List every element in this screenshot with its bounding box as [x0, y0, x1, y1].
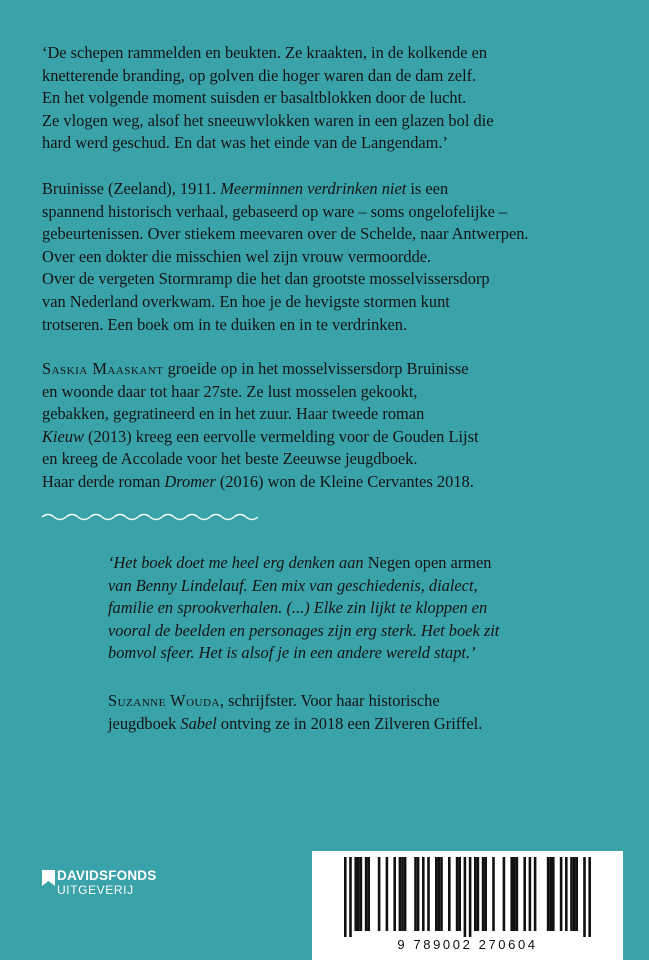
attribution-line2-pre: jeugdboek: [108, 713, 181, 733]
barcode-bar: [404, 857, 407, 931]
isbn-digits: 9 789002 270604: [397, 937, 538, 952]
bio-line4-rest: (2013) kreeg een eervolle vermelding voor de Gouden Lijst: [83, 426, 479, 446]
bio-line6-rest: (2016) won de Kleine Cervantes 2018.: [215, 471, 474, 491]
barcode-bar: [510, 857, 513, 931]
attribution-line1-rest: , schrijfster. Voor haar historische: [219, 691, 440, 710]
review-quote: [108, 552, 618, 665]
review-line: [108, 552, 618, 575]
opening-quote-line: En het volgende moment suisden er basaltblokken door de lucht.: [42, 88, 467, 108]
summary-line: van Nederland overkwam. En hoe je de hevigste stormen kunt: [42, 291, 450, 311]
barcode-bar: [360, 857, 363, 931]
bio-book-dromer: Dromer: [164, 471, 216, 491]
barcode-bar: [484, 857, 487, 931]
summary-line: Over een dokter die misschien wel zijn vrouw vermoordde.: [42, 246, 432, 266]
barcode-bar: [513, 857, 516, 931]
review-line1-italic: ‘Het boek doet me heel erg denken aan: [108, 553, 368, 572]
barcode-bar: [401, 857, 404, 931]
reviewer-name: Suzanne Wouda: [108, 691, 220, 710]
barcode-bar: [378, 857, 381, 931]
barcode-box: [312, 851, 623, 960]
review-referenced-book: Negen open armen: [367, 553, 492, 572]
opening-quote-line: Ze vlogen weg, alsof het sneeuwvlokken waren in een glazen bol die: [42, 110, 494, 130]
barcode-bar: [456, 857, 459, 931]
barcode-bar: [438, 857, 441, 931]
reviewer-book-sabel: Sabel: [180, 713, 217, 733]
barcode-bar: [573, 857, 576, 931]
barcode-bar: [523, 857, 526, 931]
review-line3: familie en sprookverhalen. (...) Elke zin lijkt te kloppen en: [108, 598, 488, 618]
opening-quote-line: hard werd geschud. En dat was het einde van de Langendam.’: [42, 133, 448, 153]
barcode-bar: [469, 857, 472, 937]
barcode-bar: [516, 857, 519, 931]
barcode-bar: [570, 857, 573, 931]
opening-quote-line: knetterende branding, op golven die hoger waren dan de dam zelf.: [42, 65, 477, 85]
bio-line: [42, 471, 617, 494]
barcode-bar: [399, 857, 402, 931]
barcode-bar: [349, 857, 352, 937]
reviewer-attribution: [108, 690, 618, 735]
barcode-bar: [534, 857, 537, 931]
barcode-bar: [575, 857, 578, 931]
barcode-bar: [458, 857, 461, 931]
barcode-bar: [464, 857, 467, 937]
bio-book-kieuw: Kieuw: [42, 426, 84, 446]
bio-line: [42, 426, 617, 449]
isbn-barcode: [312, 851, 623, 937]
author-bio: [42, 358, 617, 494]
review-line: [108, 597, 618, 620]
barcode-bar: [386, 857, 389, 931]
barcode-bar: [474, 857, 477, 931]
author-name: Saskia Maaskant: [42, 359, 164, 378]
review-line2: van Benny Lindelauf. Een mix van geschiedenis, dialect,: [108, 575, 478, 595]
attribution-line2-rest: ontving ze in 2018 een Zilveren Griffel.: [216, 713, 483, 733]
attribution-line: [108, 713, 618, 736]
summary-line: gebeurtenissen. Over stiekem meevaren over de Schelde, naar Antwerpen.: [42, 224, 529, 244]
opening-quote: [42, 42, 617, 155]
barcode-bar: [440, 857, 443, 931]
barcode-bar: [552, 857, 555, 931]
summary-line: [42, 178, 617, 201]
bio-line: en woonde daar tot haar 27ste. Ze lust mosselen gekookt,: [42, 381, 418, 401]
barcode-bar: [492, 857, 495, 931]
barcode-bar: [354, 857, 357, 931]
barcode-bar: [365, 857, 368, 931]
review-line4: vooral de beelden en personages zijn erg sterk. Het boek zit: [108, 620, 500, 640]
bio-line: en kreeg de Accolade voor het beste Zeeuwse jeugdboek.: [42, 449, 418, 469]
barcode-bar: [344, 857, 347, 937]
bio-line: gebakken, gegratineerd en in het zuur. Haar tweede roman: [42, 404, 425, 424]
review-line: [108, 642, 618, 665]
bio-line1-rest: groeide op in het mosselvissersdorp Bruinisse: [163, 359, 469, 378]
summary-line1-rest: is een: [406, 179, 449, 198]
barcode-bar: [482, 857, 485, 931]
barcode-bar: [435, 857, 438, 931]
barcode-bar: [549, 857, 552, 931]
davidsfonds-logo-icon: [42, 870, 55, 886]
bio-line6-pre: Haar derde roman: [42, 471, 165, 491]
barcode-bar: [588, 857, 591, 937]
publisher-name: DAVIDSFONDS: [57, 868, 157, 883]
barcode-bar: [448, 857, 451, 931]
barcode-bar: [529, 857, 532, 931]
review-line5: bomvol sfeer. Het is alsof je in een andere wereld stapt.’: [108, 643, 476, 663]
bio-line: [42, 358, 617, 381]
barcode-bar: [367, 857, 370, 931]
summary-line: Over de vergeten Stormramp die het dan grootste mosselvissersdorp: [42, 269, 490, 289]
summary-lead: Bruinisse (Zeeland), 1911.: [42, 179, 221, 198]
barcode-bar: [414, 857, 417, 931]
barcode-bar: [422, 857, 425, 931]
review-line: [108, 620, 618, 643]
publisher-subtitle: UITGEVERIJ: [57, 883, 134, 897]
barcode-bar: [565, 857, 568, 931]
summary-line: trotseren. Een boek om in te duiken en in te verdrinken.: [42, 314, 408, 334]
barcode-bar: [503, 857, 506, 931]
barcode-bar: [427, 857, 430, 931]
book-title: Meerminnen verdrinken niet: [220, 179, 407, 198]
barcode-bar: [547, 857, 550, 931]
barcode-bar: [477, 857, 480, 931]
attribution-line: [108, 690, 618, 713]
review-line: [108, 575, 618, 598]
barcode-bar: [417, 857, 420, 931]
barcode-bar: [357, 857, 360, 931]
book-summary: [42, 178, 617, 336]
barcode-bar: [393, 857, 396, 931]
barcode-bar: [560, 857, 563, 931]
summary-line: spannend historisch verhaal, gebaseerd op ware – soms ongelofelijke –: [42, 201, 508, 221]
wave-divider: [40, 510, 258, 524]
opening-quote-line: ‘De schepen rammelden en beukten. Ze kraakten, in de kolkende en: [42, 43, 488, 62]
barcode-bar: [583, 857, 586, 937]
